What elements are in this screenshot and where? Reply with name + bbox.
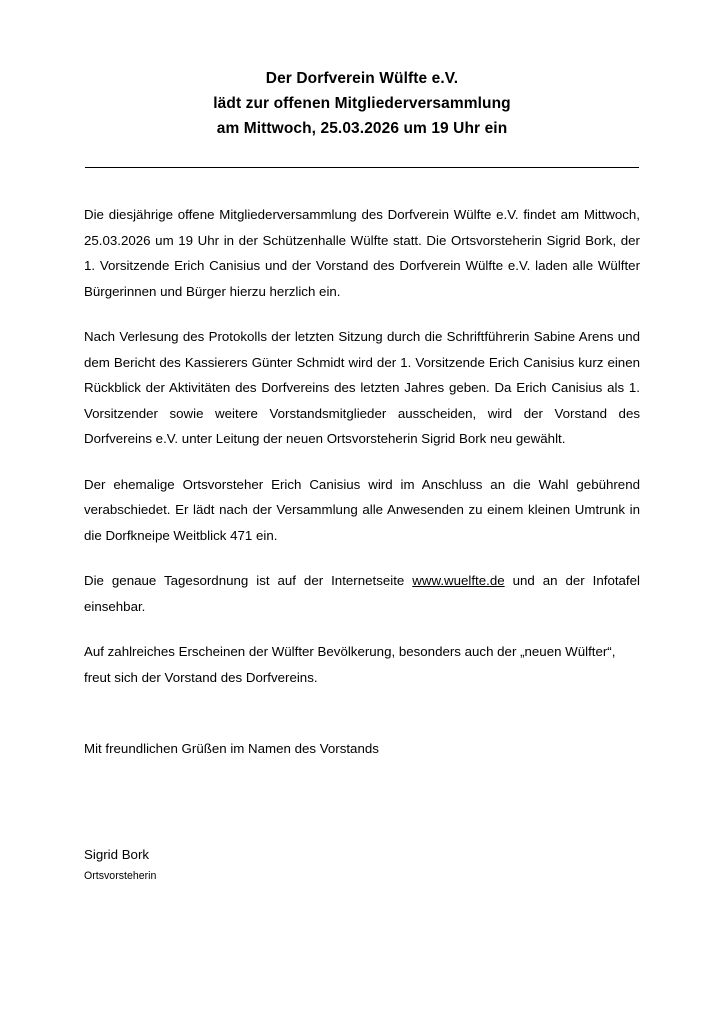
paragraph-4	[84, 568, 640, 619]
heading-line-2: lädt zur offenen Mitgliederversammlung	[213, 95, 511, 112]
document-heading	[84, 66, 640, 141]
paragraph-5: Auf zahlreiches Erscheinen der Wülfter Bevölkerung, besonders auch der „neuen Wülfter“, freut sich der Vorstand des Dorfvereins.	[84, 644, 616, 685]
horizontal-divider	[84, 167, 640, 168]
signature-role: Ortsvorsteherin	[84, 869, 157, 882]
signature-name: Sigrid Bork	[84, 846, 150, 862]
paragraph-4-text-after: und an der Infotafel einsehbar.	[84, 573, 640, 614]
signature-block	[84, 844, 640, 885]
paragraph-4-text-before: Die genaue Tagesordnung ist auf der Internetseite	[84, 573, 413, 588]
document-body	[84, 202, 640, 690]
website-link[interactable]: www.wuelfte.de	[412, 573, 505, 588]
heading-line-3: am Mittwoch, 25.03.2026 um 19 Uhr ein	[216, 120, 508, 137]
paragraph-1: Die diesjährige offene Mitgliederversammlung des Dorfverein Wülfte e.V. findet am Mittwoch, 25.03.2026 um 19 Uhr in der Schützenhalle Wülfte statt. Die Ortsvorsteherin Sigrid Bork, der 1. Vorsitzende Erich Canisius und der Vorstand des Dorfverein Wülfte e.V. laden alle Wülfter Bürgerinnen und Bürger hierzu herzlich ein.	[84, 207, 640, 299]
heading-line-1: Der Dorfverein Wülfte e.V.	[265, 70, 459, 87]
divider-line	[85, 167, 639, 168]
paragraph-2: Nach Verlesung des Protokolls der letzten Sitzung durch die Schriftführerin Sabine Arens und dem Bericht des Kassierers Günter Schmidt wird der 1. Vorsitzende Erich Canisius kurz einen Rückblick der Aktivitäten des Dorfvereins des letzten Jahres geben. Da Erich Canisius als 1. Vorsitzender sowie weitere Vorstandsmitglieder ausscheiden, wird der Vorstand des Dorfvereins e.V. unter Leitung der neuen Ortsvorsteherin Sigrid Bork neu gewählt.	[84, 329, 640, 446]
closing-line: Mit freundlichen Grüßen im Namen des Vorstands	[84, 741, 379, 756]
paragraph-3: Der ehemalige Ortsvorsteher Erich Canisius wird im Anschluss an die Wahl gebührend verabschiedet. Er lädt nach der Versammlung alle Anwesenden zu einem kleinen Umtrunk in die Dorfkneipe Weitblick 471 ein.	[84, 476, 640, 543]
